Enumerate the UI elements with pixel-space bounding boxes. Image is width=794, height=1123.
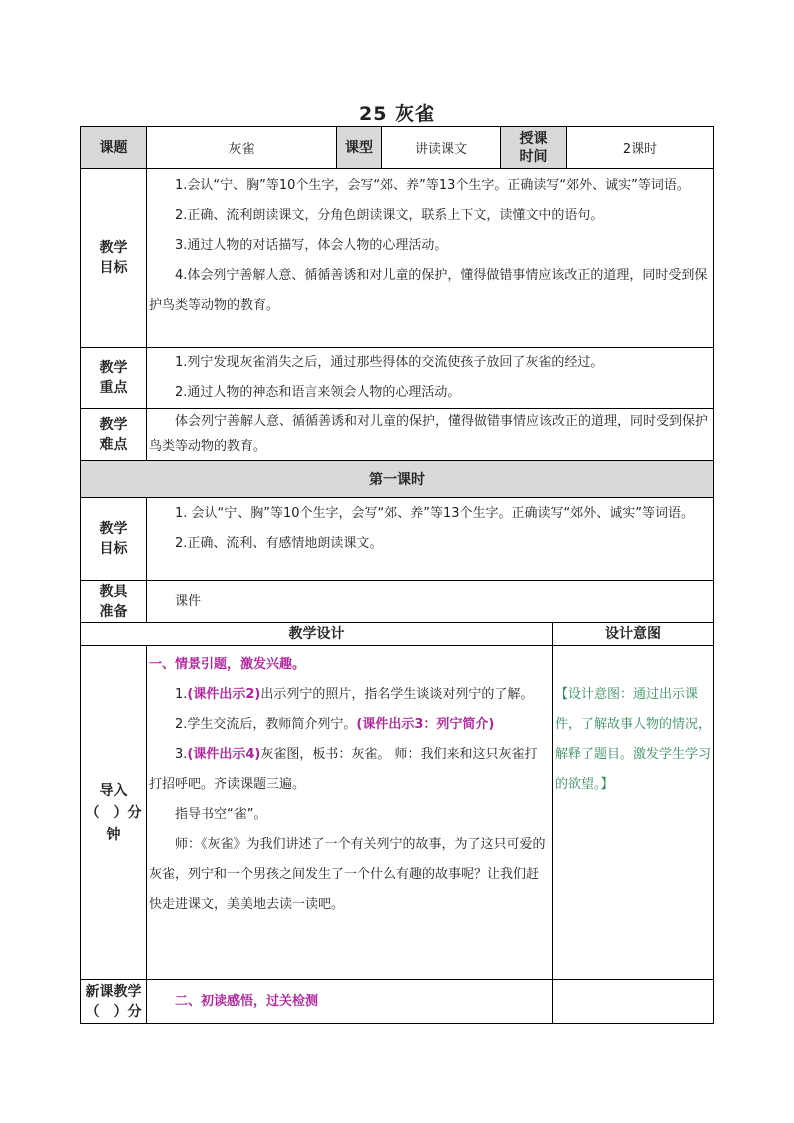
tools-label-line2: 准备	[99, 603, 128, 620]
goals-label-line1: 教学	[99, 240, 128, 256]
lesson1-goals-label	[81, 498, 147, 580]
time-label	[501, 127, 567, 168]
intro-p1-text: 出示列宁的照片，指名学生谈谈对列宁的了解。	[260, 687, 534, 702]
new-lesson-label	[81, 980, 147, 1023]
difficulties-row	[80, 409, 714, 461]
difficulties-label	[81, 409, 147, 460]
key-points-label-line2: 重点	[99, 380, 128, 396]
intro-label-line1: 导入	[99, 782, 128, 799]
lesson1-band	[80, 461, 714, 498]
key-points-content	[147, 348, 713, 408]
time-label-line1: 授课	[519, 130, 548, 147]
lesson1-goals-content	[147, 498, 713, 580]
page-title: 25 灰雀	[358, 103, 436, 125]
tools-label-line1: 教具	[99, 583, 128, 600]
goal-item: 1.会认“宁、胸”等10个生字，会写“郊、养”等13个生字。正确读写“郊外、诚实”等词语。	[175, 178, 690, 193]
goals-row	[80, 169, 714, 348]
design-header-left: 教学设计	[81, 623, 553, 645]
intro-label	[81, 646, 147, 979]
intro-paragraph-1	[149, 680, 550, 710]
lesson1-band-title: 第一课时	[369, 472, 425, 488]
intro-paragraph-2	[149, 710, 550, 740]
key-point-item: 2.通过人物的神态和语言来领会人物的心理活动。	[175, 385, 461, 400]
tools-text: 课件	[175, 593, 202, 609]
intro-p1-num: 1.	[175, 687, 188, 702]
new-lesson-label-line2: （ ）分	[85, 1003, 142, 1020]
courseware-tag: (课件出示4)	[187, 747, 261, 762]
intro-paragraph-5: 师：《灰雀》为我们讲述了一个有关列宁的故事，为了这只可爱的灰雀，列宁和一个男孩之间发生了一个什么有趣的故事呢？让我们赶快走进课文，美美地去读一读吧。	[149, 837, 546, 912]
tools-row	[80, 581, 714, 623]
new-lesson-row	[80, 980, 714, 1024]
key-points-row	[80, 348, 714, 409]
time-value: 2课时	[622, 142, 658, 157]
difficulties-label-line1: 教学	[99, 416, 128, 433]
new-lesson-design-intent	[553, 980, 713, 1023]
difficulties-content	[147, 409, 713, 460]
courseware-tag: (课件出示2)	[187, 687, 261, 702]
new-lesson-label-line1: 新课教学	[85, 983, 142, 1000]
intro-paragraph-3	[149, 740, 550, 800]
intro-label-line3: 钟	[106, 826, 121, 843]
topic-label: 课题	[81, 127, 147, 168]
lesson-plan-table	[80, 126, 714, 1024]
intro-label-line2: （ ）分	[85, 804, 142, 821]
design-intent-text: 【设计意图：通过出示课件，了解故事人物的情况，解释了题目。激发学生学习的欲望。】	[555, 687, 712, 792]
time-label-line2: 时间	[519, 148, 548, 165]
lesson1-goal-item: 2.正确、流利、有感情地朗读课文。	[175, 536, 383, 551]
topic-value: 灰雀	[147, 127, 337, 168]
intro-paragraph-4: 指导书空“雀”。	[175, 807, 267, 822]
lesson1-goals-row	[80, 498, 714, 581]
tools-label	[81, 581, 147, 622]
goal-item: 3.通过人物的对话描写，体会人物的心理活动。	[175, 238, 448, 253]
header-row	[80, 126, 714, 169]
courseware-tag: (课件出示3：列宁简介)	[356, 717, 495, 732]
intro-section-title: 一、情景引题，激发兴趣。	[149, 657, 306, 672]
intro-p3-num: 3.	[175, 747, 188, 762]
difficulties-label-line2: 难点	[99, 436, 128, 453]
goals-label-line2: 目标	[99, 260, 128, 276]
goals-label	[81, 169, 147, 347]
goal-item: 2.正确、流利朗读课文，分角色朗读课文，联系上下文，读懂文中的语句。	[175, 208, 604, 223]
new-lesson-content	[147, 980, 553, 1023]
design-header-row	[80, 623, 714, 646]
type-value: 讲读课文	[382, 127, 501, 168]
key-points-label-line1: 教学	[99, 360, 128, 376]
lesson1-goals-label-line2: 目标	[99, 541, 128, 557]
intro-design-intent	[553, 646, 713, 979]
intro-row	[80, 646, 714, 980]
intro-p2-text: 2.学生交流后，教师简介列宁。	[175, 717, 357, 732]
goal-item: 4.体会列宁善解人意、循循善诱和对儿童的保护，懂得做错事情应该改正的道理，同时受到保护鸟类等动物的教育。	[149, 268, 708, 313]
new-lesson-section-title: 二、初读感悟，过关检测	[175, 993, 319, 1009]
goals-content	[147, 169, 713, 347]
tools-content	[147, 581, 713, 622]
difficulties-text: 体会列宁善解人意、循循善诱和对儿童的保护，懂得做错事情应该改正的道理，同时受到保护鸟类等动物的教育。	[149, 414, 709, 454]
intro-p3-text: 灰雀图，板书：灰雀。 师：我们来和这只灰雀打打招呼吧。齐读课题三遍。	[149, 747, 538, 792]
intro-content	[147, 646, 553, 979]
key-point-item: 1.列宁发现灰雀消失之后，通过那些得体的交流使孩子放回了灰雀的经过。	[175, 355, 604, 370]
lesson1-goal-item: 1. 会认“宁、胸”等10个生字，会写“郊、养”等13个生字。正确读写“郊外、诚实”等词语。	[175, 506, 695, 521]
design-header-right: 设计意图	[605, 626, 661, 642]
lesson1-goals-label-line1: 教学	[99, 521, 128, 537]
key-points-label	[81, 348, 147, 408]
type-label: 课型	[337, 127, 382, 168]
